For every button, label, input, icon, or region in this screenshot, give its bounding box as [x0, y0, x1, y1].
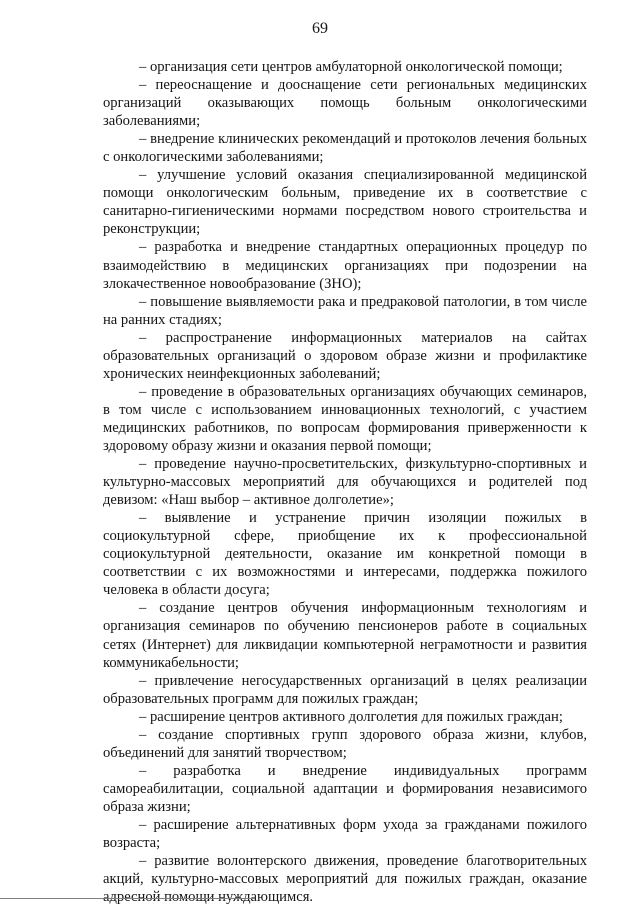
- paragraph: – создание центров обучения информационным технологиям и организация семинаров по обучению пенсионеров работе в социальных сетях (Интернет) для ликвидации компьютерной неграмотности и развития коммуникабельности;: [103, 600, 587, 671]
- footer-divider: [0, 898, 255, 899]
- paragraph: – внедрение клинических рекомендаций и протоколов лечения больных с онкологическими заболеваниями;: [103, 131, 587, 166]
- paragraph: – расширение центров активного долголетия для пожилых граждан;: [139, 708, 563, 725]
- paragraph: – расширение альтернативных форм ухода за гражданами пожилого возраста;: [103, 816, 587, 852]
- page-number: 69: [312, 20, 328, 37]
- paragraph: – проведение научно-просветительских, физкультурно-спортивных и культурно-массовых мероприятий для обучающихся и родителей под девизом: «Наш выбор – активное долголетие»;: [103, 456, 587, 509]
- paragraph: – улучшение условий оказания специализированной медицинской помощи онкологическим больным, приведение их в соответствие с санитарно-гигиеническими нормами посредством нового строительства и реконструкции;: [103, 167, 587, 238]
- body-text: [103, 58, 587, 906]
- paragraph: – распространение информационных материалов на сайтах образовательных организаций о здоровом образе жизни и профилактике хронических неинфекционных заболеваний;: [103, 329, 587, 382]
- paragraph: – организация сети центров амбулаторной онкологической помощи;: [139, 59, 563, 75]
- paragraph: – разработка и внедрение индивидуальных программ самореабилитации, социальной адаптации и формирования независимого образа жизни;: [103, 762, 587, 815]
- paragraph: – повышение выявляемости рака и предраковой патологии, в том числе на ранних стадиях;: [103, 293, 587, 328]
- paragraph: – развитие волонтерского движения, проведение благотворительных акций, культурно-массовых мероприятий для пожилых граждан, оказание адресной помощи нуждающимся.: [103, 853, 587, 906]
- paragraph: – переоснащение и дооснащение сети региональных медицинских организаций оказывающих помощь больным онкологическими заболеваниями;: [103, 77, 587, 130]
- paragraph: – проведение в образовательных организациях обучающих семинаров, в том числе с использованием инновационных технологий, с участием медицинских работников, по вопросам формирования приверженности к здоровому образу жизни и оказания первой помощи;: [103, 383, 587, 454]
- paragraph: – создание спортивных групп здорового образа жизни, клубов, объединений для занятий творчеством;: [103, 726, 587, 761]
- paragraph: – выявление и устранение причин изоляции пожилых в социокультурной сфере, приобщение их к профессиональной социокультурной деятельности, оказание им конкретной помощи в соответствии с их возможностями и интересами, поддержка пожилого человека в области досуга;: [103, 510, 587, 599]
- paragraph: – разработка и внедрение стандартных операционных процедур по взаимодействию в медицинских организациях при подозрении на злокачественное новообразование (ЗНО);: [103, 239, 587, 292]
- paragraph: – привлечение негосударственных организаций в целях реализации образовательных программ для пожилых граждан;: [103, 672, 587, 707]
